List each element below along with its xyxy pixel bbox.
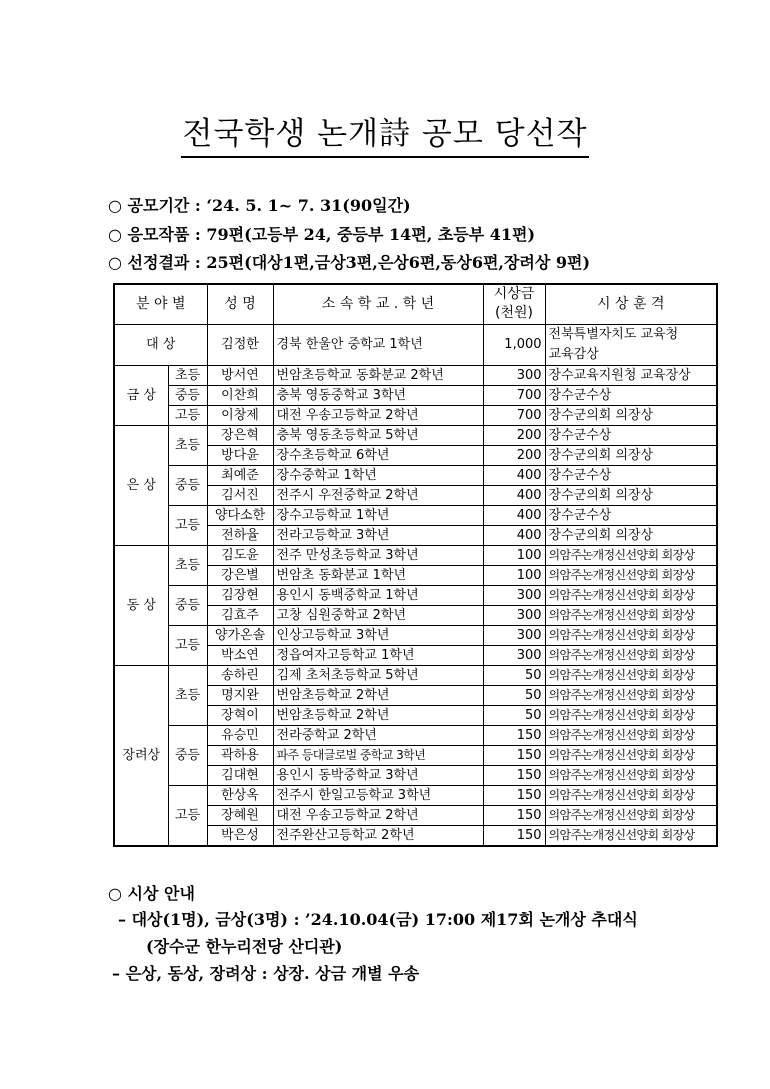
- notes-heading: ○ 시상 안내: [108, 884, 195, 903]
- cell-name: 명지완: [207, 685, 273, 705]
- cell-name: 이찬희: [207, 385, 273, 405]
- cell-prize: 150: [483, 745, 545, 765]
- cell-award: [545, 324, 717, 365]
- cell-school: 대전 우송고등학교 2학년: [273, 405, 483, 425]
- cell-school: 전주시 우전중학교 2학년: [273, 485, 483, 505]
- cell-award: 장수군의회 의장상: [545, 405, 717, 425]
- grand-award-line2: 교육감상: [548, 346, 599, 362]
- cell-school: 인상고등학교 3학년: [273, 625, 483, 645]
- level-elementary: 초등: [168, 365, 207, 385]
- header-prize-line2: (천원): [495, 305, 533, 322]
- cell-award: 의암주논개정신선양회 회장상: [545, 825, 717, 846]
- cell-school: 장수고등학교 1학년: [273, 505, 483, 525]
- header-name: 성 명: [207, 284, 273, 324]
- cell-award: 의암주논개정신선양회 회장상: [545, 705, 717, 725]
- cell-name: 양다소한: [207, 505, 273, 525]
- cell-name: 김정한: [207, 324, 273, 365]
- cell-prize: 400: [483, 485, 545, 505]
- cell-name: 유승민: [207, 725, 273, 745]
- cell-school: 전주시 한일고등학교 3학년: [273, 785, 483, 805]
- cell-prize: 700: [483, 405, 545, 425]
- cell-prize: 1,000: [483, 324, 545, 365]
- cell-name: 송하린: [207, 665, 273, 685]
- level-high: 고등: [168, 405, 207, 425]
- cell-school: 전주완산고등학교 2학년: [273, 825, 483, 846]
- cell-prize: 300: [483, 585, 545, 605]
- cell-award: 의암주논개정신선양회 회장상: [545, 805, 717, 825]
- cell-award: 의암주논개정신선양회 회장상: [545, 645, 717, 665]
- cell-school: 충북 영동초등학교 5학년: [273, 425, 483, 445]
- cell-school: 충북 영동중학교 3학년: [273, 385, 483, 405]
- table-header-row: [114, 284, 717, 324]
- grand-award-line1: 전북특별자치도 교육청: [548, 326, 679, 342]
- cell-name: 김서진: [207, 485, 273, 505]
- table-row: [114, 725, 717, 745]
- cell-name: 방서연: [207, 365, 273, 385]
- cell-name: 방다윤: [207, 445, 273, 465]
- header-category: 분 야 별: [114, 284, 207, 324]
- cell-award: 장수교육지원청 교육장상: [545, 365, 717, 385]
- cell-prize: 200: [483, 425, 545, 445]
- cell-school: 전라중학교 2학년: [273, 725, 483, 745]
- cell-prize: 300: [483, 605, 545, 625]
- cell-prize: 50: [483, 665, 545, 685]
- level-high: 고등: [168, 785, 207, 846]
- cell-name: 전하율: [207, 525, 273, 545]
- cell-name: 최예준: [207, 465, 273, 485]
- level-elementary: 초등: [168, 665, 207, 725]
- cell-prize: 100: [483, 545, 545, 565]
- cell-school: 장수초등학교 6학년: [273, 445, 483, 465]
- table-row: [114, 665, 717, 685]
- cell-award: 장수군수상: [545, 385, 717, 405]
- cell-school: 김제 초처초등학교 5학년: [273, 665, 483, 685]
- table-row: [114, 465, 717, 485]
- cell-award: 장수군수상: [545, 505, 717, 525]
- table-row: [114, 505, 717, 525]
- cell-name: 장은혁: [207, 425, 273, 445]
- cell-award: 의암주논개정신선양회 회장상: [545, 605, 717, 625]
- cell-prize: 400: [483, 505, 545, 525]
- level-elementary: 초등: [168, 425, 207, 465]
- cell-school: 전주 만성초등학교 3학년: [273, 545, 483, 565]
- header-prize-line1: 시상금: [493, 286, 535, 303]
- cell-name: 김효주: [207, 605, 273, 625]
- cell-school: 정읍여자고등학교 1학년: [273, 645, 483, 665]
- category-silver: 은 상: [114, 425, 168, 545]
- category-encourage: 장려상: [114, 665, 168, 846]
- cell-name: 박소연: [207, 645, 273, 665]
- cell-school: 번암초등학교 2학년: [273, 685, 483, 705]
- cell-prize: 200: [483, 445, 545, 465]
- header-school: 소 속 학 교 . 학 년: [273, 284, 483, 324]
- table-row: [114, 365, 717, 385]
- cell-school: 번암초등학교 2학년: [273, 705, 483, 725]
- cell-prize: 300: [483, 625, 545, 645]
- notes-venue: (장수군 한누리전당 산디관): [146, 937, 343, 956]
- cell-award: 장수군의회 의장상: [545, 525, 717, 545]
- header-award: 시 상 훈 격: [545, 284, 717, 324]
- level-elementary: 초등: [168, 545, 207, 585]
- cell-prize: 400: [483, 525, 545, 545]
- cell-school: 번암초 동화분교 1학년: [273, 565, 483, 585]
- notes-delivery: – 은상, 동상, 장려상 : 상장. 상금 개별 우송: [112, 964, 420, 983]
- level-high: 고등: [168, 625, 207, 665]
- cell-name: 장혜원: [207, 805, 273, 825]
- cell-prize: 400: [483, 465, 545, 485]
- cell-award: 의암주논개정신선양회 회장상: [545, 785, 717, 805]
- header-prize: [483, 284, 545, 324]
- category-grand: 대 상: [114, 324, 207, 365]
- table-row: [114, 545, 717, 565]
- cell-prize: 50: [483, 685, 545, 705]
- table-row: [114, 785, 717, 805]
- document-title-text: 전국학생 논개詩 공모 당선작: [181, 116, 590, 158]
- level-high: 고등: [168, 505, 207, 545]
- cell-school: 파주 등대글로벌 중학교 3학년: [273, 745, 483, 765]
- cell-name: 박은성: [207, 825, 273, 846]
- cell-school: 전라고등학교 3학년: [273, 525, 483, 545]
- cell-award: 의암주논개정신선양회 회장상: [545, 765, 717, 785]
- cell-prize: 700: [483, 385, 545, 405]
- info-results: ○ 선정결과 : 25편(대상1편,금상3편,은상6편,동상6편,장려상 9편): [108, 253, 591, 272]
- category-gold: 금 상: [114, 365, 168, 425]
- cell-name: 이창제: [207, 405, 273, 425]
- cell-name: 김도윤: [207, 545, 273, 565]
- cell-award: 의암주논개정신선양회 회장상: [545, 625, 717, 645]
- cell-school: 대전 우송고등학교 2학년: [273, 805, 483, 825]
- cell-prize: 300: [483, 365, 545, 385]
- document-title: [0, 108, 770, 153]
- cell-award: 장수군의회 의장상: [545, 485, 717, 505]
- cell-school: 용인시 동백중학교 1학년: [273, 585, 483, 605]
- cell-name: 장혁이: [207, 705, 273, 725]
- cell-award: 장수군수상: [545, 425, 717, 445]
- cell-prize: 150: [483, 785, 545, 805]
- cell-prize: 150: [483, 765, 545, 785]
- cell-name: 양가온솔: [207, 625, 273, 645]
- cell-prize: 150: [483, 725, 545, 745]
- cell-prize: 300: [483, 645, 545, 665]
- cell-school: 용인시 동박중학교 3학년: [273, 765, 483, 785]
- table-row: [114, 625, 717, 645]
- cell-award: 의암주논개정신선양회 회장상: [545, 685, 717, 705]
- table-row: [114, 425, 717, 445]
- info-period: ○ 공모기간 : ‘24. 5. 1~ 7. 31(90일간): [108, 196, 411, 215]
- cell-name: 김대현: [207, 765, 273, 785]
- cell-prize: 50: [483, 705, 545, 725]
- cell-school: 경북 한울안 중학교 1학년: [273, 324, 483, 365]
- cell-award: 의암주논개정신선양회 회장상: [545, 665, 717, 685]
- cell-school: 장수중학교 1학년: [273, 465, 483, 485]
- cell-name: 곽하용: [207, 745, 273, 765]
- cell-award: 장수군수상: [545, 465, 717, 485]
- winners-table: [113, 283, 718, 847]
- table-row-grand: [114, 324, 717, 365]
- table-row: [114, 405, 717, 425]
- cell-award: 의암주논개정신선양회 회장상: [545, 745, 717, 765]
- level-middle: 중등: [168, 465, 207, 505]
- table-row: [114, 385, 717, 405]
- cell-award: 의암주논개정신선양회 회장상: [545, 545, 717, 565]
- cell-award: 의암주논개정신선양회 회장상: [545, 585, 717, 605]
- cell-prize: 100: [483, 565, 545, 585]
- cell-school: 번암초등학교 동화분교 2학년: [273, 365, 483, 385]
- cell-award: 의암주논개정신선양회 회장상: [545, 725, 717, 745]
- cell-name: 한상옥: [207, 785, 273, 805]
- cell-prize: 150: [483, 825, 545, 846]
- info-entries: ○ 응모작품 : 79편(고등부 24, 중등부 14편, 초등부 41편): [108, 225, 536, 244]
- category-bronze: 동 상: [114, 545, 168, 665]
- notes-ceremony: – 대상(1명), 금상(3명) : ’24.10.04(금) 17:00 제17회 논개상 추대식: [118, 910, 638, 929]
- cell-name: 김장현: [207, 585, 273, 605]
- table-row: [114, 585, 717, 605]
- level-middle: 중등: [168, 585, 207, 625]
- cell-award: 장수군의회 의장상: [545, 445, 717, 465]
- cell-name: 강은별: [207, 565, 273, 585]
- cell-prize: 150: [483, 805, 545, 825]
- level-middle: 중등: [168, 385, 207, 405]
- cell-school: 고창 심원중학교 2학년: [273, 605, 483, 625]
- cell-award: 의암주논개정신선양회 회장상: [545, 565, 717, 585]
- level-middle: 중등: [168, 725, 207, 785]
